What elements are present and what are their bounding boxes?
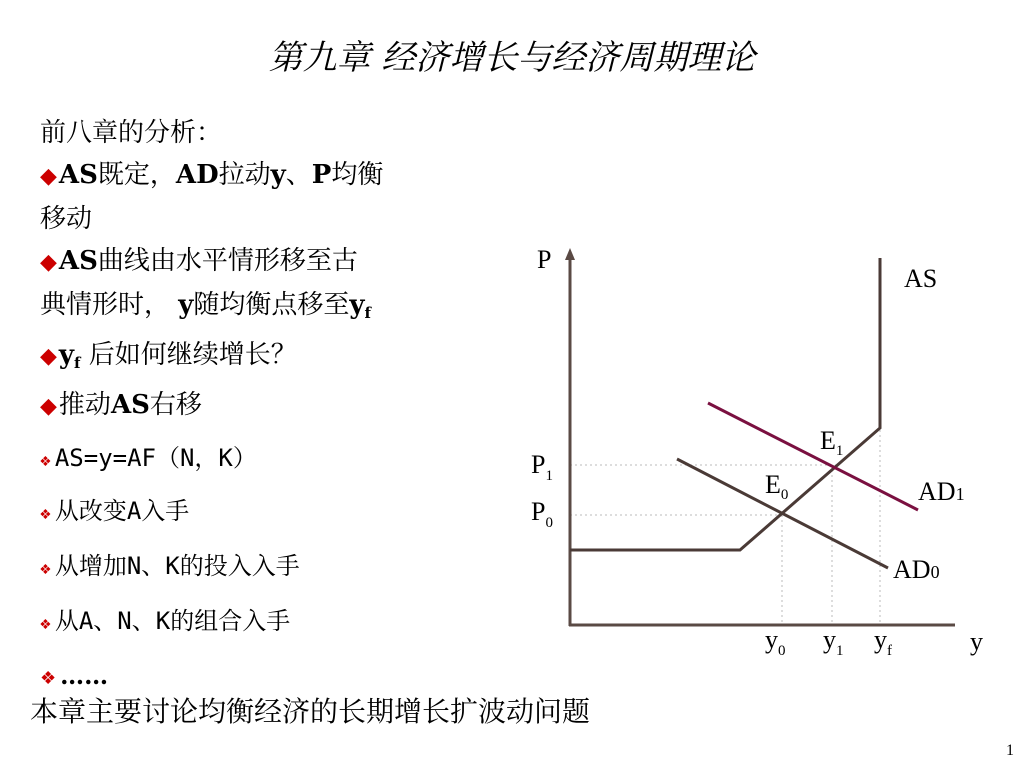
bullet-text: 拉动 <box>218 160 271 190</box>
sub-item-text: 从增加N、K的投入入手 <box>54 552 300 580</box>
bullet-text: y <box>270 160 286 190</box>
bullet-1-line2: 移动 <box>40 204 93 234</box>
intro-text: 前八章的分析： <box>40 118 223 148</box>
bullet-text: 均衡 <box>331 160 384 190</box>
sub-item-text: …… <box>60 661 109 690</box>
as-curve <box>570 258 880 550</box>
e0-label: $E_0$ <box>765 470 789 503</box>
four-diamond-bullet-icon: ❖ <box>40 503 51 524</box>
ad0-label: AD0 <box>893 555 940 584</box>
diamond-bullet-icon: ◆ <box>40 394 57 419</box>
bullet-text: AS <box>58 246 98 276</box>
bullet-text: 典情形时， <box>40 290 171 320</box>
y-axis-label: y <box>970 627 983 656</box>
diamond-bullet-icon: ◆ <box>40 250 57 275</box>
diamond-bullet-icon: ◆ <box>40 344 57 369</box>
four-diamond-bullet-icon: ❖ <box>40 558 51 579</box>
e1-label: $E_1$ <box>820 426 844 459</box>
bullet-text: y <box>58 340 75 370</box>
bullet-text: 随均衡点移至 <box>193 290 350 320</box>
bullet-text: 曲线由水平情形移至古 <box>97 246 358 276</box>
bullet-text: 既定， <box>97 160 176 190</box>
ad1-curve <box>708 403 918 510</box>
p0-label: $P_0$ <box>531 497 553 531</box>
bullet-subscript: f <box>74 354 81 372</box>
bullet-text: AS <box>110 390 150 420</box>
as-label: AS <box>904 264 938 293</box>
four-diamond-bullet-icon: ❖ <box>40 613 51 634</box>
y0-label: $y_0$ <box>765 625 786 659</box>
bullet-text: 右移 <box>149 390 202 420</box>
four-diamond-bullet-icon: ❖ <box>40 450 51 471</box>
bullet-text: P <box>311 160 332 190</box>
yf-label: $y_f$ <box>874 625 892 659</box>
p1-label: $P_1$ <box>531 450 553 484</box>
bullet-subscript: f <box>364 304 371 322</box>
slide-title: 第九章 经济增长与经济周期理论 <box>268 38 756 78</box>
y1-label: $y_1$ <box>823 625 844 659</box>
p-axis-arrow-icon <box>565 248 575 260</box>
chapter-summary-note: 本章主要讨论均衡经济的长期增长扩波动问题 <box>30 695 591 728</box>
p-axis-label: P <box>537 245 552 274</box>
bullet-text: AD <box>175 160 219 190</box>
bullet-text: AS <box>58 160 98 190</box>
diamond-bullet-icon: ◆ <box>40 164 57 189</box>
bullet-text: y <box>349 290 365 320</box>
bullet-text: 后如何继续增长？ <box>88 340 297 370</box>
bullet-text: y <box>178 290 194 320</box>
bullet-text: 推动 <box>58 390 111 420</box>
four-diamond-bullet-icon: ❖ <box>40 668 57 689</box>
sub-item-text: 从改变A入手 <box>54 497 190 525</box>
bullet-text: 、 <box>285 160 312 190</box>
page-number: 1 <box>1006 742 1014 759</box>
ad1-label: AD1 <box>918 477 965 506</box>
sub-item-text: 从A、N、K的组合入手 <box>54 607 291 635</box>
sub-item-text: AS=y=AF（N，K） <box>54 444 257 472</box>
